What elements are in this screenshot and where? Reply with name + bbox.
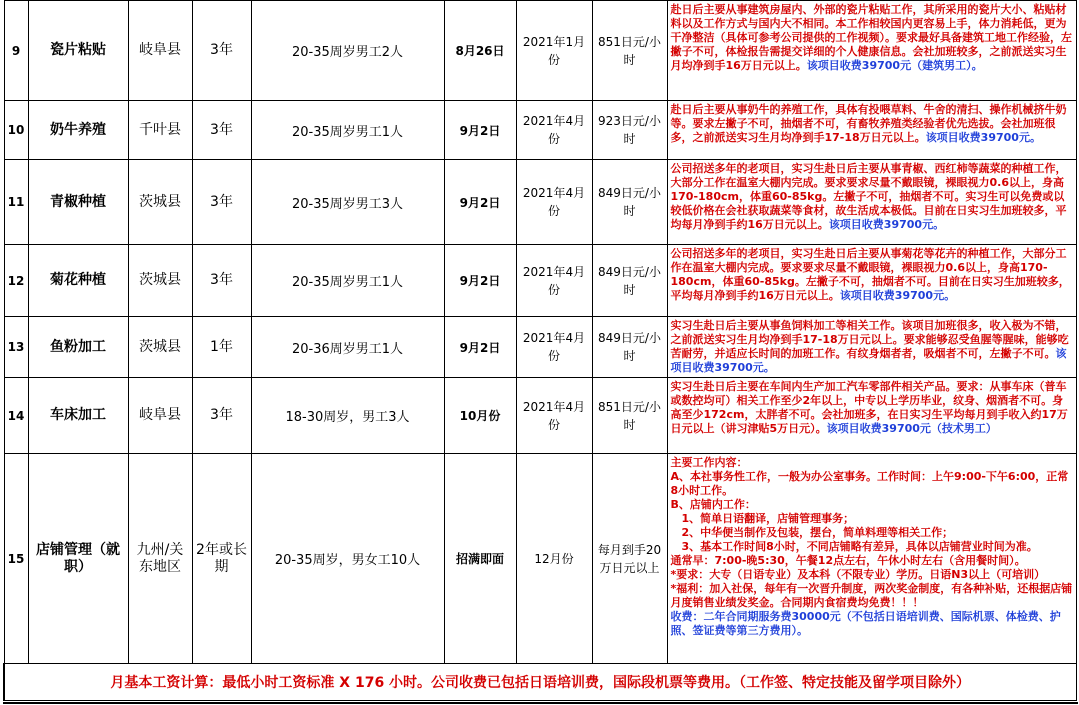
row-number: 12 — [4, 245, 28, 317]
job-title: 车床加工 — [28, 378, 128, 454]
requirement-cell: 20-35周岁男工1人 — [251, 245, 444, 317]
wage-cell: 851日元/小时 — [592, 1, 667, 101]
description-cell — [667, 101, 1076, 160]
table-row — [4, 1, 1076, 101]
start-date-cell: 2021年4月份 — [516, 245, 592, 317]
row-number: 14 — [4, 378, 28, 454]
row-number: 10 — [4, 101, 28, 160]
fee-text: 该项目收费39700元。 — [839, 289, 956, 302]
area-cell: 岐阜县 — [128, 378, 192, 454]
term-cell: 3年 — [192, 101, 251, 160]
requirement-cell: 20-36周岁男工1人 — [251, 317, 444, 378]
description-text: 实习生赴日后主要在车间内生产加工汽车零部件相关产品。要求：从事车床（普车或数控均可）相关工作至少2年以上，中专以上学历毕业，纹身、烟酒者不可。身高至少172cm，太胖者不可。会社加班多，在日实习生平均每月到手收入约17万日元以上（讲习津贴5万日元）。 — [670, 380, 1068, 435]
fee-text: 收费：二年合同期服务费30000元（不包括日语培训费、国际机票、体检费、护照、签证费等第三方费用）。 — [670, 610, 1061, 637]
wage-cell: 849日元/小时 — [592, 245, 667, 317]
description-cell — [667, 245, 1076, 317]
interview-date-cell: 招满即面 — [444, 454, 516, 664]
job-listing-sheet — [3, 0, 1075, 703]
table-row — [4, 160, 1076, 245]
fee-text: 该项目收费39700元。 — [670, 347, 1067, 374]
fee-text: 该项目收费39700元。 — [925, 131, 1041, 144]
wage-cell: 923日元/小时 — [592, 101, 667, 160]
start-date-cell: 2021年1月份 — [516, 1, 592, 101]
description-cell — [667, 454, 1076, 664]
requirement-cell: 20-35周岁男工1人 — [251, 101, 444, 160]
job-table — [3, 0, 1077, 701]
description-line: 通常早：7:00-晚5:30，午餐12点左右，午休小时左右（含用餐时间）。 — [670, 554, 1026, 567]
row-number: 11 — [4, 160, 28, 245]
description-cell — [667, 317, 1076, 378]
start-date-cell: 2021年4月份 — [516, 160, 592, 245]
description-text: 公司招送多年的老项目，实习生赴日后主要从事青椒、西红柿等蔬菜的种植工作，大部分工作在温室大棚内完成。要求要求尽量不戴眼镜，裸眼视力0.6以上，身高170-180cm，体重60-85kg。左撇子不可，抽烟者不可。实习生可以免费或以较低价格在会社获取蔬菜等食材，故生活成本极低。目前在日实习生加班较多，平均每月净到手约16万日元以上。 — [670, 162, 1067, 231]
term-cell: 3年 — [192, 1, 251, 101]
interview-date-cell: 9月2日 — [444, 101, 516, 160]
interview-date-cell: 9月2日 — [444, 317, 516, 378]
start-date-cell: 12月份 — [516, 454, 592, 664]
requirement-cell: 20-35周岁，男女工10人 — [251, 454, 444, 664]
description-text: 赴日后主要从事建筑房屋内、外部的瓷片粘贴工作，其所采用的瓷片大小、粘贴材料以及工作方式与国内大不相同。本工作相较国内更容易上手，体力消耗低，更为干净整洁（具体可参考公司提供的工作视频）。要求最好具备建筑工地工作经验，左撇子不可，体检报告需提交详细的个人健康信息。会社加班较多，之前派送实习生月均净到手16万日元以上。 — [670, 3, 1072, 72]
interview-date-cell: 8月26日 — [444, 1, 516, 101]
description-line: 2、中华便当制作及包装，摆台，简单料理等相关工作； — [670, 526, 954, 539]
table-row — [4, 378, 1076, 454]
table-row — [4, 245, 1076, 317]
table-row — [4, 101, 1076, 160]
area-cell: 茨城县 — [128, 317, 192, 378]
description-line: *福利：加入社保，每年有一次晋升制度，两次奖金制度，有各种补贴，还根据店铺月度销售业绩发奖金。合同期内食宿费均免费！！！ — [670, 582, 1073, 609]
term-cell: 3年 — [192, 160, 251, 245]
interview-date-cell: 10月份 — [444, 378, 516, 454]
fee-text: 该项目收费39700元（建筑男工）。 — [806, 59, 983, 72]
start-date-cell: 2021年4月份 — [516, 317, 592, 378]
area-cell: 茨城县 — [128, 245, 192, 317]
term-cell: 3年 — [192, 245, 251, 317]
job-title: 奶牛养殖 — [28, 101, 128, 160]
footer-row — [4, 664, 1076, 701]
wage-cell: 851日元/小时 — [592, 378, 667, 454]
area-cell: 岐阜县 — [128, 1, 192, 101]
start-date-cell: 2021年4月份 — [516, 378, 592, 454]
row-number: 9 — [4, 1, 28, 101]
job-title: 店铺管理（就职） — [28, 454, 128, 664]
job-title: 青椒种植 — [28, 160, 128, 245]
job-title: 瓷片粘贴 — [28, 1, 128, 101]
requirement-cell: 20-35周岁男工2人 — [251, 1, 444, 101]
interview-date-cell: 9月2日 — [444, 245, 516, 317]
area-cell: 千叶县 — [128, 101, 192, 160]
description-line: 主要工作内容： — [670, 456, 748, 469]
term-cell: 3年 — [192, 378, 251, 454]
area-cell: 茨城县 — [128, 160, 192, 245]
fee-text: 该项目收费39700元（技术男工） — [826, 422, 997, 435]
description-line: 1、简单日语翻译，店铺管理事务； — [670, 512, 855, 525]
description-line: B、店铺内工作： — [670, 498, 756, 511]
description-text: 实习生赴日后主要从事鱼饲料加工等相关工作。该项目加班很多，收入极为不错，之前派送实习生月均净到手17-18万日元以上。要求能够忍受鱼腥等腥味，能够吃苦耐劳，并适应长时间的加班工作。有纹身烟者者，吸烟者不可，左撇子不可。 — [670, 319, 1069, 360]
description-cell — [667, 160, 1076, 245]
table-row — [4, 317, 1076, 378]
area-cell: 九州/关东地区 — [128, 454, 192, 664]
fee-text: 该项目收费39700元。 — [828, 218, 945, 231]
table-row — [4, 454, 1076, 664]
wage-cell: 849日元/小时 — [592, 160, 667, 245]
start-date-cell: 2021年4月份 — [516, 101, 592, 160]
description-text: 赴日后主要从事奶牛的养殖工作，具体有投喂草料、牛舍的清扫、操作机械挤牛奶等。要求左撇子不可，抽烟者不可，有畜牧养殖类经验者优先选拔。会社加班很多，之前派送实习生月均净到手17-18万日元以上。 — [670, 103, 1067, 144]
wage-cell: 每月到手20万日元以上 — [592, 454, 667, 664]
requirement-cell: 20-35周岁男工3人 — [251, 160, 444, 245]
description-text: 公司招送多年的老项目，实习生赴日后主要从事菊花等花卉的种植工作，大部分工作在温室大棚内完成。要求要求尽量不戴眼镜，裸眼视力0.6以上，身高170-180cm，体重60-85kg。左撇子不可，抽烟者不可。目前在日实习生加班较多，平均每月净到手约16万日元以上。 — [670, 247, 1070, 302]
row-number: 13 — [4, 317, 28, 378]
description-line: 3、基本工作时间8小时，不同店铺略有差异，具体以店铺营业时间为准。 — [670, 540, 1038, 553]
salary-note: 月基本工资计算：最低小时工资标准 X 176 小时。公司收费已包括日语培训费，国际段机票等费用。（工作签、特定技能及留学项目除外） — [4, 664, 1076, 701]
description-cell — [667, 1, 1076, 101]
description-cell — [667, 378, 1076, 454]
description-line: A、本社事务性工作，一般为办公室事务。工作时间：上午9:00-下午6:00，正常8小时工作。 — [670, 470, 1069, 497]
wage-cell: 849日元/小时 — [592, 317, 667, 378]
term-cell: 2年或长期 — [192, 454, 251, 664]
job-title: 菊花种植 — [28, 245, 128, 317]
interview-date-cell: 9月2日 — [444, 160, 516, 245]
description-line: *要求：大专（日语专业）及本科（不限专业）学历。日语N3以上（可培训） — [670, 568, 1046, 581]
requirement-cell: 18-30周岁，男工3人 — [251, 378, 444, 454]
row-number: 15 — [4, 454, 28, 664]
term-cell: 1年 — [192, 317, 251, 378]
job-title: 鱼粉加工 — [28, 317, 128, 378]
bottom-border — [3, 702, 1078, 704]
